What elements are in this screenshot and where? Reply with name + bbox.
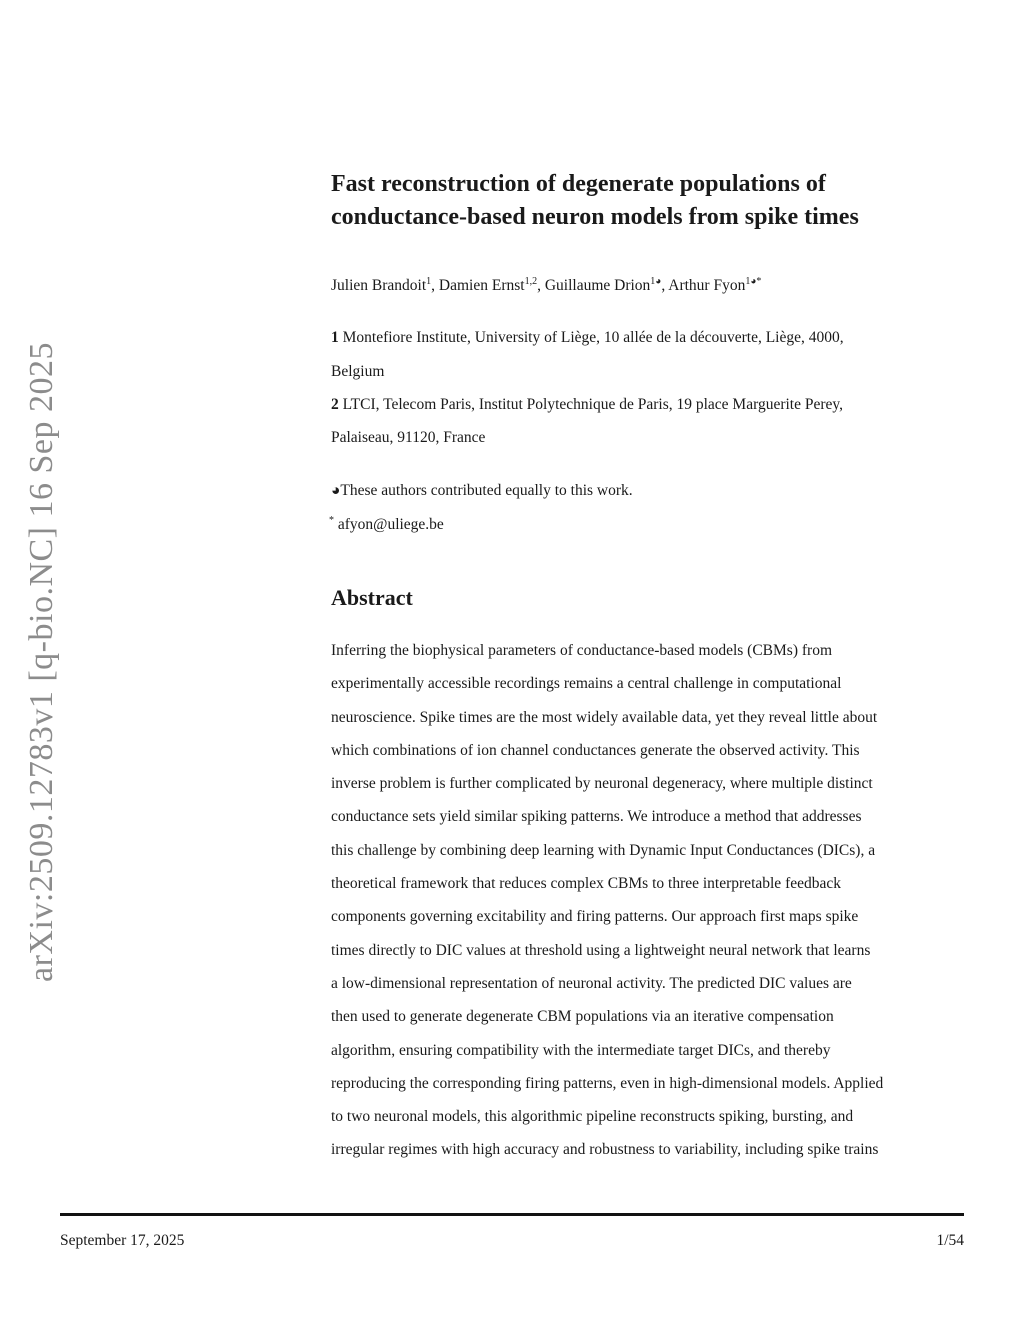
abstract-line: this challenge by combining deep learning with Dynamic Input Conductances (DICs), a <box>331 841 876 859</box>
abstract-line: experimentally accessible recordings remains a central challenge in computational <box>331 675 842 693</box>
paper-title <box>331 168 981 234</box>
footer-page-number: 1/54 <box>936 1232 964 1249</box>
abstract-line: theoretical framework that reduces complex CBMs to three interpretable feedback <box>331 875 841 893</box>
author-name: Damien Ernst <box>438 277 525 294</box>
title-line-1: Fast reconstruction of degenerate populations of <box>331 171 826 197</box>
author-affiliation-marks: 1 <box>426 276 432 287</box>
abstract-line: neuroscience. Spike times are the most widely available data, yet they reveal little about <box>331 708 878 726</box>
abstract-line: conductance sets yield similar spiking patterns. We introduce a method that addresses <box>331 808 862 826</box>
affiliation-1-line-1 <box>331 329 844 347</box>
footer-rule <box>60 1213 964 1216</box>
author-name: Arthur Fyon <box>668 277 746 294</box>
abstract-line: algorithm, ensuring compatibility with the intermediate target DICs, and thereby <box>331 1041 831 1059</box>
title-line-2: conductance-based neuron models from spike times <box>331 204 859 230</box>
abstract-line: components governing excitability and firing patterns. Our approach first maps spike <box>331 908 859 926</box>
abstract-line: times directly to DIC values at threshold using a lightweight neural network that learns <box>331 941 871 959</box>
author-affiliation-marks: 1◕* <box>745 276 762 287</box>
corresponding-email: afyon@uliege.be <box>334 516 444 533</box>
affiliation-1-line-2: Belgium <box>331 363 385 380</box>
equal-contribution-text: These authors contributed equally to this work. <box>340 482 633 499</box>
author-name: Julien Brandoit <box>331 277 427 294</box>
abstract-line: Inferring the biophysical parameters of conductance-based models (CBMs) from <box>331 642 833 659</box>
author-affiliation-marks: 1,2 <box>524 276 538 287</box>
author-separator: , <box>431 277 439 294</box>
corresponding-author-note <box>329 515 444 534</box>
abstract-line: which combinations of ion channel conductances generate the observed activity. This <box>331 741 860 759</box>
abstract-line: a low-dimensional representation of neuronal activity. The predicted DIC values are <box>331 974 852 992</box>
author-list <box>331 276 761 295</box>
author-separator: , <box>661 277 669 294</box>
arxiv-identifier-stamp: arXiv:2509.12783v1 [q-bio.NC] 16 Sep 2025 <box>23 341 60 983</box>
abstract-heading: Abstract <box>331 585 413 610</box>
affiliation-number: 1 <box>331 329 339 346</box>
abstract-line: to two neuronal models, this algorithmic pipeline reconstructs spiking, bursting, and <box>331 1108 854 1126</box>
abstract-line: reproducing the corresponding firing patterns, even in high-dimensional models. Applied <box>331 1074 884 1092</box>
author-affiliation-marks: 1◕ <box>650 276 662 287</box>
affiliation-text: LTCI, Telecom Paris, Institut Polytechnique de Paris, 19 place Marguerite Perey, <box>338 396 844 413</box>
abstract-line: inverse problem is further complicated by neuronal degeneracy, where multiple distinct <box>331 775 873 793</box>
abstract-body <box>331 640 971 1173</box>
affiliation-2-line-1 <box>331 396 843 414</box>
affiliation-number: 2 <box>331 396 339 413</box>
footer-date: September 17, 2025 <box>60 1232 185 1249</box>
corresponding-mark: * <box>329 515 334 526</box>
affiliation-2-line-2: Palaiseau, 91120, France <box>331 429 486 446</box>
abstract-line: irregular regimes with high accuracy and robustness to variability, including spike trains <box>331 1141 879 1159</box>
author-name: Guillaume Drion <box>544 277 651 294</box>
abstract-line: then used to generate degenerate CBM populations via an iterative compensation <box>331 1008 834 1026</box>
equal-contribution-icon: ◕ <box>331 482 341 499</box>
affiliation-text: Montefiore Institute, University of Liège, 10 allée de la découverte, Liège, 4000, <box>338 329 844 346</box>
equal-contribution-note <box>331 482 633 500</box>
author-separator: , <box>537 277 545 294</box>
